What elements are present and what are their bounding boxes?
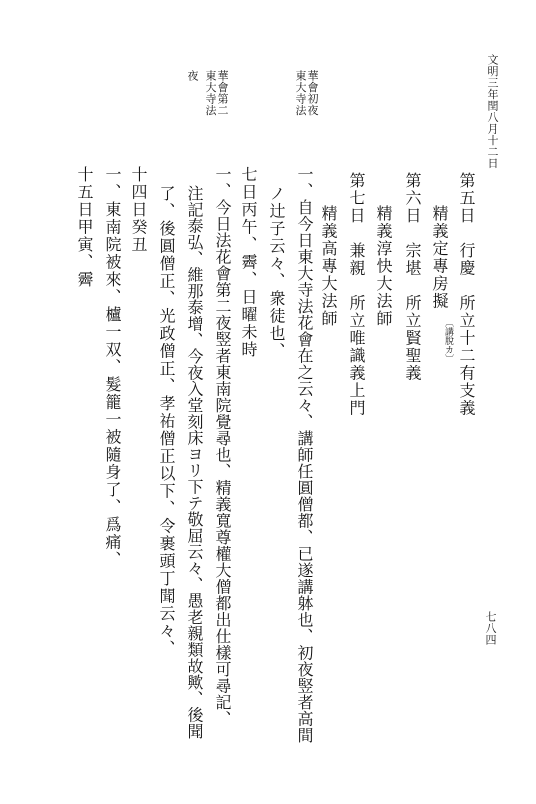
- line-1: 第五日 行慶 所立十二有支義: [457, 172, 476, 417]
- header-block-left-1: 東大寺法: [204, 70, 217, 116]
- line-10: 一、今日法花會第二夜竪者東南院覺尋也、精義寬尊權大僧都出仕樣可尋記、: [213, 166, 232, 727]
- header-block-left-3: 夜: [186, 70, 199, 82]
- line-2: [431, 205, 447, 310]
- line-11: 注記泰弘、維那泰增、今夜入堂刻床ヨリ下テ敬屈云々、愚老親類故歟、後聞: [185, 185, 204, 740]
- header-block-right-1: 東大寺法: [294, 70, 307, 116]
- line-15: 十五日甲寅、霽: [75, 166, 94, 289]
- line-8: ノ辻子云々、衆徒也、: [267, 185, 286, 360]
- line-3: 第六日 宗堪 所立賢聖義: [403, 172, 422, 382]
- line-7: 一、自今日東大寺法花會在之云々、講師任圓僧都、已遂講躰也、初夜竪者高間: [295, 166, 314, 744]
- page-number: 七八四: [484, 611, 497, 646]
- line-2-note: 〔講脫カ〕: [443, 318, 453, 363]
- line-13: 十四日癸丑: [129, 166, 148, 254]
- line-12: 了、後圓僧正、光政僧正、孝祐僧正以下、令裹頭丁聞云々、: [157, 185, 176, 658]
- running-header: 文明三年閏八月十二日: [486, 54, 499, 169]
- header-block-right-2: 華會初夜: [306, 70, 319, 116]
- header-block-left-2: 華會第二: [216, 70, 229, 116]
- line-5: 第七日 兼親 所立唯識義上門: [347, 172, 366, 417]
- line-4: 精義淳快大法師: [374, 205, 393, 328]
- line-9: 七日丙午、霽、日曜未時: [239, 166, 258, 359]
- line-14: 一、東南院被來、櫨一双、髮籠一被隨身了、爲痛、: [103, 166, 122, 569]
- line-2-text: 精義定專房擬: [430, 205, 449, 310]
- line-6: 精義高專大法師: [319, 205, 338, 328]
